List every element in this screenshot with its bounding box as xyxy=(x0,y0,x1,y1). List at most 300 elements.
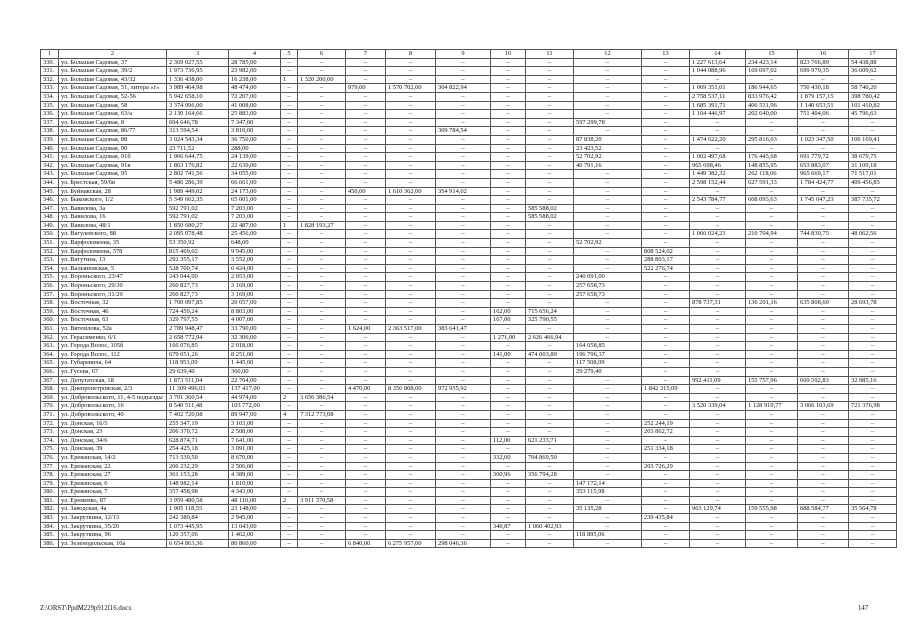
table-cell: 54 438,88 xyxy=(849,58,897,67)
table-cell: 38 679,75 xyxy=(849,153,897,162)
table-cell: – xyxy=(491,342,526,351)
table-cell: – xyxy=(642,350,690,359)
table-cell: – xyxy=(346,247,386,256)
table-cell: – xyxy=(346,170,386,179)
table-cell: 450,00 xyxy=(346,187,386,196)
table-cell: – xyxy=(386,531,436,540)
table-cell: – xyxy=(298,325,346,334)
table-cell: – xyxy=(798,118,849,127)
table-cell: – xyxy=(849,445,897,454)
table-cell: 3 024 543,34 xyxy=(167,135,229,144)
table-row xyxy=(41,514,897,523)
table-row xyxy=(41,496,897,505)
table-cell: 120 357,06 xyxy=(167,531,229,540)
table-cell: 1 989 449,02 xyxy=(167,187,229,196)
table-cell: 345. xyxy=(41,187,59,196)
table-cell: 331. xyxy=(41,67,59,76)
table-cell: ул. Вятемлова, 52а xyxy=(59,325,167,334)
table-cell: – xyxy=(526,256,574,265)
table-cell: – xyxy=(690,342,746,351)
table-cell: – xyxy=(574,539,642,548)
table-cell: – xyxy=(642,290,690,299)
table-cell: – xyxy=(746,385,798,394)
table-cell: – xyxy=(491,58,526,67)
table-cell: 31 109,18 xyxy=(849,161,897,170)
table-cell: 325 790,55 xyxy=(526,316,574,325)
table-cell: – xyxy=(298,144,346,153)
table-cell: – xyxy=(746,247,798,256)
table-cell: ул. Донская, 23 xyxy=(59,428,167,437)
table-cell: – xyxy=(491,488,526,497)
table-cell: ул. Добровольского, 11, 4-5 подъезды xyxy=(59,393,167,402)
table-cell: – xyxy=(386,419,436,428)
table-cell: – xyxy=(849,75,897,84)
table-cell: – xyxy=(642,118,690,127)
table-cell: – xyxy=(346,350,386,359)
table-cell: – xyxy=(491,75,526,84)
table-cell: ул. Ереванская, 7 xyxy=(59,488,167,497)
table-cell: 363. xyxy=(41,342,59,351)
table-cell: – xyxy=(642,75,690,84)
table-cell: – xyxy=(746,282,798,291)
table-cell: 2 018,00 xyxy=(229,342,281,351)
table-cell: – xyxy=(298,213,346,222)
table-cell: – xyxy=(574,264,642,273)
table-cell: ул. Ватутина, 13 xyxy=(59,256,167,265)
table-cell: – xyxy=(436,264,491,273)
table-cell: – xyxy=(574,307,642,316)
table-cell: – xyxy=(491,92,526,101)
table-cell: 375. xyxy=(41,445,59,454)
table-cell: 378. xyxy=(41,471,59,480)
table-cell: 1 842 315,09 xyxy=(642,385,690,394)
table-cell: 3 169,00 xyxy=(229,282,281,291)
table-cell: – xyxy=(281,256,298,265)
table-cell: – xyxy=(574,256,642,265)
table-cell: – xyxy=(690,282,746,291)
table-cell: – xyxy=(281,170,298,179)
table-cell: – xyxy=(798,256,849,265)
table-cell: ул. Ереванская, 6 xyxy=(59,479,167,488)
table-cell: ул. Буйнакская, 28 xyxy=(59,187,167,196)
table-cell: – xyxy=(346,316,386,325)
table-cell: 288,00 xyxy=(229,144,281,153)
table-cell: – xyxy=(346,135,386,144)
table-cell: 35 564,78 xyxy=(849,505,897,514)
table-cell: – xyxy=(491,462,526,471)
table-cell: – xyxy=(526,367,574,376)
table-cell: – xyxy=(491,531,526,540)
table-cell: 5 349 662,35 xyxy=(167,196,229,205)
table-cell: – xyxy=(746,393,798,402)
table-cell: – xyxy=(491,67,526,76)
table-cell: – xyxy=(690,479,746,488)
table-cell: – xyxy=(281,402,298,411)
table-cell: – xyxy=(849,307,897,316)
table-cell: – xyxy=(574,333,642,342)
column-header: 13 xyxy=(642,50,690,59)
table-cell: – xyxy=(436,178,491,187)
table-cell: – xyxy=(386,505,436,514)
table-cell: – xyxy=(798,410,849,419)
table-cell: – xyxy=(526,92,574,101)
table-cell: 1 973 736,95 xyxy=(167,67,229,76)
table-cell: ул. Восточная, 46 xyxy=(59,307,167,316)
table-cell: – xyxy=(526,247,574,256)
table-cell: – xyxy=(346,307,386,316)
table-cell: – xyxy=(690,187,746,196)
table-cell: – xyxy=(346,230,386,239)
table-cell: 815 469,02 xyxy=(167,247,229,256)
table-cell: – xyxy=(526,385,574,394)
table-row xyxy=(41,325,897,334)
table-cell: – xyxy=(281,127,298,136)
table-cell: 6 654 863,36 xyxy=(167,539,229,548)
table-cell: – xyxy=(298,170,346,179)
table-cell: 3 520 339,04 xyxy=(690,402,746,411)
table-cell: – xyxy=(298,153,346,162)
table-cell: 360,00 xyxy=(229,367,281,376)
table-cell: 118 895,06 xyxy=(574,531,642,540)
table-cell: – xyxy=(386,290,436,299)
table-cell: 136 201,16 xyxy=(746,299,798,308)
table-cell: 176 445,68 xyxy=(746,153,798,162)
table-cell: – xyxy=(281,264,298,273)
table-row xyxy=(41,479,897,488)
table-cell: – xyxy=(526,402,574,411)
table-cell: 704 869,50 xyxy=(526,453,574,462)
table-cell: 25 883,00 xyxy=(229,110,281,119)
table-cell: 372. xyxy=(41,419,59,428)
table-cell: ул. Большая Садовая, 39/2 xyxy=(59,67,167,76)
table-cell: 16 238,00 xyxy=(229,75,281,84)
table-cell: ул. Варфоломеева, 378 xyxy=(59,247,167,256)
table-cell: – xyxy=(281,110,298,119)
table-cell: – xyxy=(642,161,690,170)
table-cell: – xyxy=(298,436,346,445)
table-cell: 1 685 391,71 xyxy=(690,101,746,110)
table-cell: – xyxy=(574,453,642,462)
table-cell: 1 066 024,23 xyxy=(690,230,746,239)
table-cell: 361 153,28 xyxy=(167,471,229,480)
table-row xyxy=(41,84,897,93)
table-cell: – xyxy=(690,488,746,497)
table-cell: – xyxy=(386,453,436,462)
table-cell: – xyxy=(491,514,526,523)
table-cell: – xyxy=(436,58,491,67)
table-row xyxy=(41,531,897,540)
table-cell: – xyxy=(690,213,746,222)
table-cell: 355. xyxy=(41,273,59,282)
table-cell: – xyxy=(298,67,346,76)
table-cell: ул. Донская, 34/6 xyxy=(59,436,167,445)
table-cell: – xyxy=(798,514,849,523)
table-cell: 13 043,00 xyxy=(229,522,281,531)
table-cell: – xyxy=(386,410,436,419)
table-cell: ул. Быковского, 1/2 xyxy=(59,196,167,205)
table-cell: – xyxy=(746,410,798,419)
table-cell: – xyxy=(281,67,298,76)
table-cell: – xyxy=(642,299,690,308)
table-cell: – xyxy=(642,110,690,119)
table-cell: – xyxy=(798,307,849,316)
table-cell: 370. xyxy=(41,402,59,411)
table-cell: – xyxy=(491,204,526,213)
table-cell: 585 588,02 xyxy=(526,204,574,213)
table-cell: – xyxy=(491,84,526,93)
table-cell: – xyxy=(491,239,526,248)
table-row xyxy=(41,127,897,136)
table-cell: – xyxy=(386,118,436,127)
table-cell: 4 389,00 xyxy=(229,471,281,480)
table-cell: – xyxy=(346,531,386,540)
table-cell: 7 402 720,08 xyxy=(167,410,229,419)
table-cell: – xyxy=(849,462,897,471)
table-cell: ул. Большая Садовая, 88 xyxy=(59,135,167,144)
table-cell: – xyxy=(574,75,642,84)
table-cell: – xyxy=(436,410,491,419)
table-cell: 724 459,24 xyxy=(167,307,229,316)
table-cell: 52 702,92 xyxy=(574,239,642,248)
table-cell: – xyxy=(386,333,436,342)
table-cell: ул. Вагулевского, 88 xyxy=(59,230,167,239)
table-row xyxy=(41,505,897,514)
table-cell: – xyxy=(526,144,574,153)
table-row xyxy=(41,239,897,248)
table-cell: – xyxy=(798,522,849,531)
table-cell: 45 796,63 xyxy=(849,110,897,119)
table-cell: – xyxy=(298,247,346,256)
table-cell: 1 227 613,64 xyxy=(690,58,746,67)
table-cell: 635 808,60 xyxy=(798,299,849,308)
table-cell: – xyxy=(690,385,746,394)
table-cell: 648,00 xyxy=(229,239,281,248)
table-cell: – xyxy=(346,67,386,76)
table-cell: ул. Брестская, 59/6в xyxy=(59,178,167,187)
table-cell: – xyxy=(746,316,798,325)
table-cell: – xyxy=(386,196,436,205)
table-cell: 35 135,28 xyxy=(574,505,642,514)
table-cell: – xyxy=(346,273,386,282)
table-cell: – xyxy=(346,488,386,497)
table-row xyxy=(41,462,897,471)
table-cell: 4 007,00 xyxy=(229,316,281,325)
table-cell: – xyxy=(642,488,690,497)
table-cell: – xyxy=(346,127,386,136)
table-cell: 23 982,00 xyxy=(229,67,281,76)
table-cell: – xyxy=(298,196,346,205)
table-cell: – xyxy=(746,273,798,282)
table-cell: ул. Большая Садовая, 8 xyxy=(59,118,167,127)
table-cell: 257 658,73 xyxy=(574,282,642,291)
table-cell: – xyxy=(281,282,298,291)
table-cell: – xyxy=(298,84,346,93)
table-cell: 750 430,18 xyxy=(798,84,849,93)
table-cell: – xyxy=(526,84,574,93)
table-cell: 3 810,00 xyxy=(229,127,281,136)
table-row xyxy=(41,135,897,144)
table-cell: – xyxy=(642,436,690,445)
table-cell: – xyxy=(346,342,386,351)
table-cell: 2 626 466,94 xyxy=(526,333,574,342)
table-cell: – xyxy=(491,385,526,394)
table-cell: – xyxy=(849,385,897,394)
table-cell: – xyxy=(642,282,690,291)
table-cell: – xyxy=(798,213,849,222)
table-cell: 628 874,71 xyxy=(167,436,229,445)
table-cell: – xyxy=(690,496,746,505)
table-cell: – xyxy=(798,479,849,488)
table-cell: – xyxy=(574,419,642,428)
table-cell: – xyxy=(281,436,298,445)
table-cell: 374. xyxy=(41,436,59,445)
table-cell: 162,00 xyxy=(491,307,526,316)
table-cell: ул. Губаревича, 64 xyxy=(59,359,167,368)
table-cell: – xyxy=(436,230,491,239)
table-cell: 11 309 496,01 xyxy=(167,385,229,394)
table-cell: – xyxy=(798,436,849,445)
column-header: 14 xyxy=(690,50,746,59)
table-row xyxy=(41,247,897,256)
table-cell: – xyxy=(386,204,436,213)
table-cell: – xyxy=(281,84,298,93)
table-cell: – xyxy=(491,178,526,187)
registry-table xyxy=(40,49,897,548)
table-cell: – xyxy=(386,170,436,179)
table-cell: – xyxy=(798,385,849,394)
table-cell: – xyxy=(690,462,746,471)
table-cell: ул. Большая Садовая, 51, литера «г» xyxy=(59,84,167,93)
table-cell: 744 830,75 xyxy=(798,230,849,239)
table-cell: – xyxy=(491,264,526,273)
table-cell: 715 656,24 xyxy=(526,307,574,316)
table-cell: 5 942 658,10 xyxy=(167,92,229,101)
table-cell: – xyxy=(436,282,491,291)
table-cell: – xyxy=(526,153,574,162)
table-cell: 1 xyxy=(281,75,298,84)
table-cell: – xyxy=(436,376,491,385)
table-cell: – xyxy=(298,58,346,67)
table-row xyxy=(41,471,897,480)
table-cell: – xyxy=(281,144,298,153)
table-cell: – xyxy=(436,118,491,127)
table-cell: – xyxy=(690,256,746,265)
table-cell: – xyxy=(746,479,798,488)
table-cell: – xyxy=(690,204,746,213)
table-cell: – xyxy=(436,367,491,376)
table-cell: – xyxy=(436,75,491,84)
table-cell: – xyxy=(526,505,574,514)
table-cell: ул. Депутатская, 18 xyxy=(59,376,167,385)
table-cell: 2 508,00 xyxy=(229,428,281,437)
table-cell: – xyxy=(298,187,346,196)
table-cell: – xyxy=(574,204,642,213)
table-cell: 1 073 445,95 xyxy=(167,522,229,531)
table-cell: – xyxy=(346,204,386,213)
table-cell: – xyxy=(690,273,746,282)
table-cell: – xyxy=(574,101,642,110)
table-cell: – xyxy=(642,230,690,239)
table-cell: – xyxy=(526,428,574,437)
table-cell: – xyxy=(491,419,526,428)
table-cell: – xyxy=(491,496,526,505)
table-cell: – xyxy=(386,101,436,110)
column-header: 11 xyxy=(526,50,574,59)
table-cell: 252 244,19 xyxy=(642,419,690,428)
table-cell: – xyxy=(574,58,642,67)
table-cell: 8 356 808,00 xyxy=(386,385,436,394)
table-cell: – xyxy=(386,178,436,187)
table-cell: – xyxy=(491,118,526,127)
table-cell: 360. xyxy=(41,316,59,325)
table-cell: – xyxy=(386,522,436,531)
table-cell: – xyxy=(690,419,746,428)
table-cell: – xyxy=(849,282,897,291)
table-cell: – xyxy=(386,436,436,445)
table-cell: – xyxy=(298,178,346,187)
table-cell: 699 979,35 xyxy=(798,67,849,76)
table-cell: – xyxy=(281,488,298,497)
table-cell: ул. Закруткина, 96 xyxy=(59,531,167,540)
table-cell: – xyxy=(298,350,346,359)
table-cell: 243 044,00 xyxy=(167,273,229,282)
table-cell: – xyxy=(281,213,298,222)
table-cell: 148 855,95 xyxy=(746,161,798,170)
table-cell: – xyxy=(746,531,798,540)
table-cell: – xyxy=(746,359,798,368)
table-cell: 979,00 xyxy=(346,84,386,93)
table-row xyxy=(41,342,897,351)
table-cell: 44 974,00 xyxy=(229,393,281,402)
table-cell: ул. Варфоломеева, 35 xyxy=(59,239,167,248)
table-cell: – xyxy=(298,256,346,265)
column-header: 4 xyxy=(229,50,281,59)
table-cell: – xyxy=(346,471,386,480)
table-cell: – xyxy=(849,453,897,462)
table-cell: 1 462,00 xyxy=(229,531,281,540)
table-cell: 203 726,29 xyxy=(642,462,690,471)
table-cell: – xyxy=(642,307,690,316)
table-cell: – xyxy=(281,118,298,127)
table-cell: – xyxy=(526,393,574,402)
table-cell: – xyxy=(849,496,897,505)
table-cell: 24 173,00 xyxy=(229,187,281,196)
table-cell: – xyxy=(346,376,386,385)
table-cell: 1 879 157,15 xyxy=(798,92,849,101)
table-cell: – xyxy=(346,75,386,84)
table-cell: 22 639,00 xyxy=(229,161,281,170)
table-cell: 254 425,18 xyxy=(167,445,229,454)
table-row xyxy=(41,488,897,497)
table-cell: – xyxy=(642,153,690,162)
table-cell: – xyxy=(491,479,526,488)
table-cell: 627 591,33 xyxy=(746,178,798,187)
table-cell: – xyxy=(798,221,849,230)
table-cell: – xyxy=(436,479,491,488)
table-cell: – xyxy=(386,221,436,230)
table-cell: 347. xyxy=(41,204,59,213)
table-cell: – xyxy=(346,393,386,402)
table-cell: 1 474 622,20 xyxy=(690,135,746,144)
table-cell: – xyxy=(298,92,346,101)
table-cell: – xyxy=(798,264,849,273)
table-cell: ул. Вороньского, 23/47 xyxy=(59,273,167,282)
table-cell: – xyxy=(574,402,642,411)
table-cell: – xyxy=(526,342,574,351)
table-cell: – xyxy=(746,419,798,428)
table-cell: 341. xyxy=(41,153,59,162)
table-cell: 2 543 784,77 xyxy=(690,196,746,205)
